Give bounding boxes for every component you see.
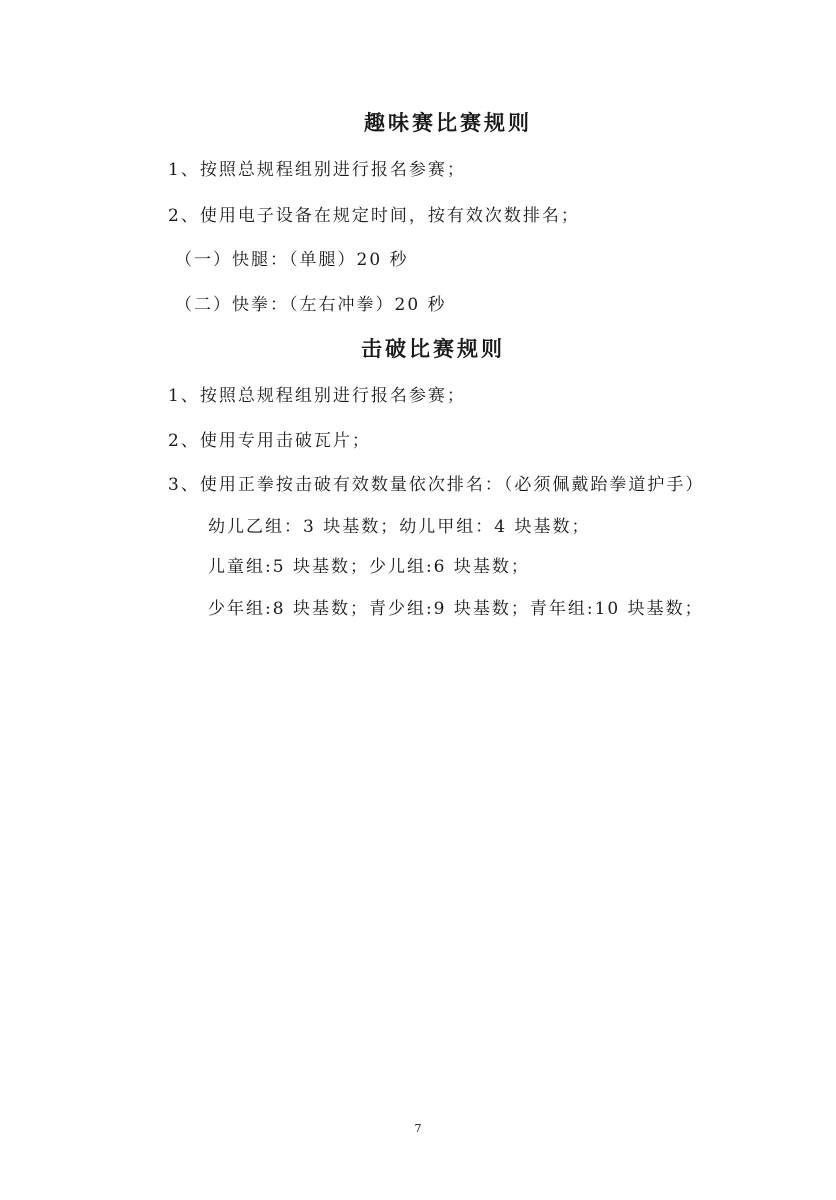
breaking-group-line-3: 少年组:8 块基数；青少组:9 块基数；青年组:10 块基数； xyxy=(208,599,704,619)
breaking-group-line-2: 儿童组:5 块基数；少儿组:6 块基数； xyxy=(208,557,530,577)
fun-rule-2-item-1: （一）快腿：（单腿）20 秒 xyxy=(175,250,409,270)
breaking-rule-1: 1、按照总规程组别进行报名参赛； xyxy=(168,386,466,406)
fun-rule-1: 1、按照总规程组别进行报名参赛； xyxy=(168,160,466,180)
section-title-fun-competition: 趣味赛比赛规则 xyxy=(364,110,532,135)
breaking-rule-3: 3、使用正拳按击破有效数量依次排名：（必须佩戴跆拳道护手） xyxy=(168,475,705,495)
fun-rule-2: 2、使用电子设备在规定时间，按有效次数排名； xyxy=(168,206,580,226)
breaking-rule-2: 2、使用专用击破瓦片； xyxy=(168,431,371,451)
breaking-group-line-1: 幼儿乙组：3 块基数；幼儿甲组：4 块基数； xyxy=(208,517,591,537)
section-title-breaking-competition: 击破比赛规则 xyxy=(361,336,505,361)
fun-rule-2-item-2: （二）快拳：（左右冲拳）20 秒 xyxy=(175,295,447,315)
page-number: 7 xyxy=(414,1122,422,1135)
